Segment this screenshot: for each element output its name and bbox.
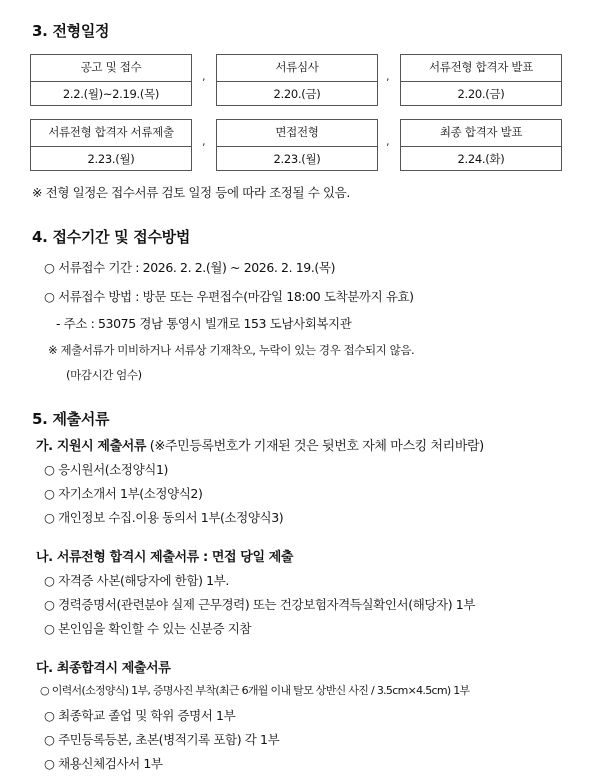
- application-note: ※ 제출서류가 미비하거나 서류상 기재착오, 누락이 있는 경우 접수되지 않음.: [48, 343, 415, 357]
- application-note-deadline: (마감시간 엄수): [66, 368, 142, 382]
- schedule-date: 2.2.(월)~2.19.(목): [62, 87, 160, 101]
- list-item: ○ 주민등록등본, 초본(병적기록 포함) 각 1부: [44, 732, 280, 747]
- schedule-title: 최종 합격자 발표: [401, 120, 561, 147]
- schedule-box: [216, 119, 378, 171]
- schedule-separator: ,: [202, 135, 206, 148]
- schedule-title: 면접전형: [217, 120, 377, 147]
- schedule-date: 2.23.(월): [273, 152, 321, 166]
- list-item: ○ 본인임을 확인할 수 있는 신분증 지참: [44, 621, 252, 636]
- documents-a-label: 가. 지원시 제출서류: [36, 439, 147, 454]
- schedule-box: [216, 54, 378, 106]
- section-3-title: 3. 전형일정: [32, 22, 110, 40]
- list-item: ○ 이력서(소정양식) 1부, 증명사진 부착(최근 6개월 이내 탈모 상반신 사진 / 3.5cm×4.5cm) 1부: [40, 684, 470, 697]
- schedule-box: [30, 54, 192, 106]
- schedule-date: 2.24.(화): [457, 152, 505, 166]
- documents-b-title: 나. 서류전형 합격시 제출서류 : 면접 당일 제출: [36, 550, 294, 565]
- list-item: ○ 개인정보 수집.이용 동의서 1부(소정양식3): [44, 510, 284, 525]
- list-item: ○ 채용신체검사서 1부: [44, 756, 163, 771]
- schedule-date: 2.20.(금): [457, 87, 505, 101]
- schedule-separator: ,: [386, 70, 390, 83]
- list-item: ○ 자격증 사본(해당자에 한함) 1부.: [44, 573, 229, 588]
- list-item: ○ 응시원서(소정양식1): [44, 462, 168, 477]
- list-item: ○ 자기소개서 1부(소정양식2): [44, 486, 203, 501]
- section-4-title: 4. 접수기간 및 접수방법: [32, 228, 191, 246]
- schedule-title: 서류전형 합격자 서류제출: [31, 120, 191, 147]
- schedule-separator: ,: [386, 135, 390, 148]
- schedule-title: 서류심사: [217, 55, 377, 82]
- documents-c-title: 다. 최종합격시 제출서류: [36, 661, 171, 676]
- schedule-box: [400, 54, 562, 106]
- schedule-box: [30, 119, 192, 171]
- list-item: ○ 최종학교 졸업 및 학위 증명서 1부: [44, 708, 236, 723]
- schedule-box: [400, 119, 562, 171]
- schedule-separator: ,: [202, 70, 206, 83]
- application-address: - 주소 : 53075 경남 통영시 빌개로 153 도남사회복지관: [56, 316, 352, 331]
- documents-a-title: [36, 435, 484, 454]
- list-item: ○ 경력증명서(관련분야 실제 근무경력) 또는 건강보험자격득실확인서(해당자) 1부: [44, 597, 476, 612]
- schedule-title: 서류전형 합격자 발표: [401, 55, 561, 82]
- schedule-date: 2.20.(금): [273, 87, 321, 101]
- schedule-title: 공고 및 접수: [31, 55, 191, 82]
- section-5-title: 5. 제출서류: [32, 410, 110, 428]
- documents-a-note: (※주민등록번호가 기재된 것은 뒷번호 자체 마스킹 처리바람): [146, 439, 484, 454]
- application-period: ○ 서류접수 기간 : 2026. 2. 2.(월) ~ 2026. 2. 19.(목): [44, 260, 336, 275]
- schedule-note: ※ 전형 일정은 접수서류 검토 일정 등에 따라 조정될 수 있음.: [32, 185, 350, 200]
- schedule-date: 2.23.(월): [87, 152, 135, 166]
- application-method: ○ 서류접수 방법 : 방문 또는 우편접수(마감일 18:00 도착분까지 유효): [44, 289, 414, 304]
